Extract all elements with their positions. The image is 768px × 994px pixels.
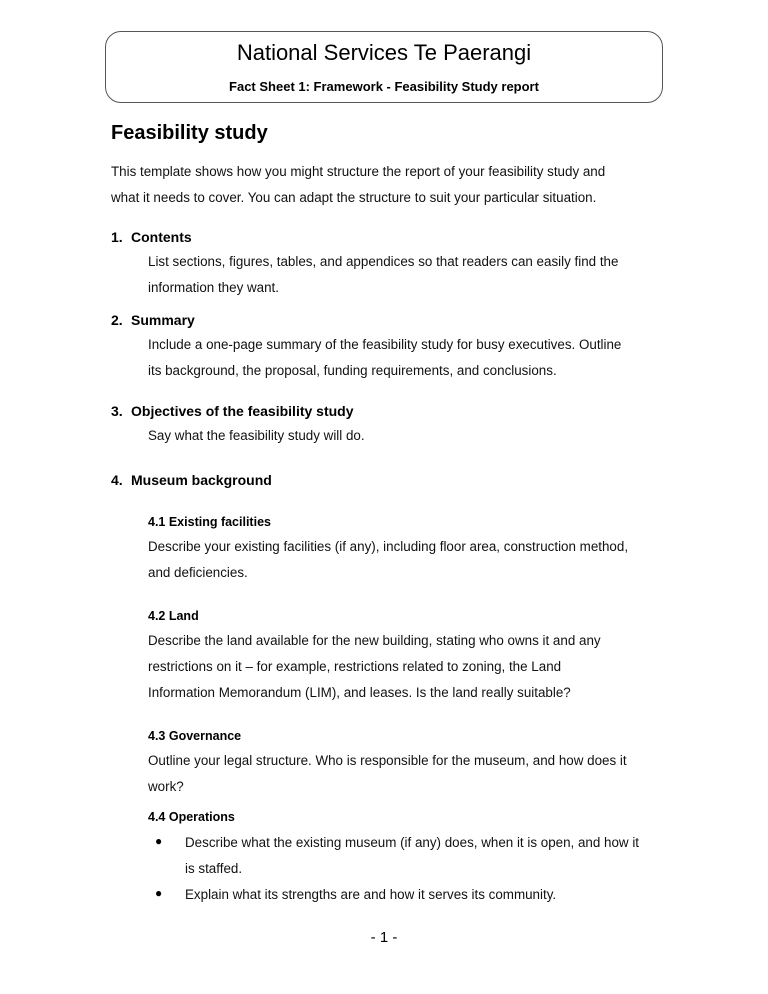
- text-line: Describe your existing facilities (if any), including floor area, construction method,: [148, 539, 629, 554]
- text-line: restrictions on it – for example, restrictions related to zoning, the Land: [148, 659, 562, 674]
- intro-paragraph: [111, 159, 605, 211]
- text-line: Describe the land available for the new building, stating who owns it and any: [148, 633, 601, 648]
- text-line: is staffed.: [185, 861, 243, 876]
- text-line: Information Memorandum (LIM), and leases. Is the land really suitable?: [148, 685, 571, 700]
- text-line: information they want.: [148, 280, 279, 295]
- text-line: Include a one-page summary of the feasibility study for busy executives. Outline: [148, 337, 622, 352]
- bullet-icon: ●: [155, 886, 163, 900]
- subsection-heading: 4.4 Operations: [148, 810, 235, 824]
- section-number: 3.: [111, 403, 123, 419]
- text-line: Outline your legal structure. Who is responsible for the museum, and how does it: [148, 753, 627, 768]
- subsection-heading: 4.1 Existing facilities: [148, 515, 271, 529]
- text-line: Explain what its strengths are and how it serves its community.: [185, 887, 557, 902]
- text-line: List sections, figures, tables, and appendices so that readers can easily find the: [148, 254, 619, 269]
- section-heading-contents: [111, 229, 192, 245]
- section-number: 2.: [111, 312, 123, 328]
- section-title: Museum background: [131, 472, 272, 488]
- section-title: Objectives of the feasibility study: [131, 403, 354, 419]
- section-heading-museum-background: [111, 472, 272, 488]
- text-line: and deficiencies.: [148, 565, 248, 580]
- page-heading: Feasibility study: [111, 122, 268, 144]
- section-body: [148, 423, 365, 449]
- text-line: what it needs to cover. You can adapt the structure to suit your particular situation.: [111, 190, 597, 205]
- document-subtitle: Fact Sheet 1: Framework - Feasibility Study report: [229, 79, 539, 94]
- page-number: - 1 -: [370, 929, 398, 946]
- text-line: This template shows how you might structure the report of your feasibility study and: [111, 164, 606, 179]
- section-body: [148, 249, 618, 301]
- text-line: its background, the proposal, funding requirements, and conclusions.: [148, 363, 557, 378]
- section-number: 1.: [111, 229, 123, 245]
- bullet-icon: ●: [155, 834, 163, 848]
- section-body: [148, 332, 621, 384]
- section-title: Contents: [131, 229, 192, 245]
- bullet-item: [185, 830, 639, 882]
- section-number: 4.: [111, 472, 123, 488]
- section-heading-objectives: [111, 403, 354, 419]
- text-line: Describe what the existing museum (if any) does, when it is open, and how it: [185, 835, 640, 850]
- subsection-body: [148, 534, 628, 586]
- subsection-body: [148, 628, 601, 706]
- document-title: National Services Te Paerangi: [236, 40, 532, 65]
- section-heading-summary: [111, 312, 195, 328]
- text-line: Say what the feasibility study will do.: [148, 428, 365, 443]
- subsection-body: [148, 748, 627, 800]
- subsection-heading: 4.2 Land: [148, 609, 199, 623]
- text-line: work?: [148, 779, 184, 794]
- section-title: Summary: [131, 312, 195, 328]
- subsection-heading: 4.3 Governance: [148, 729, 242, 743]
- header-box: [105, 31, 663, 103]
- bullet-item: [185, 882, 556, 908]
